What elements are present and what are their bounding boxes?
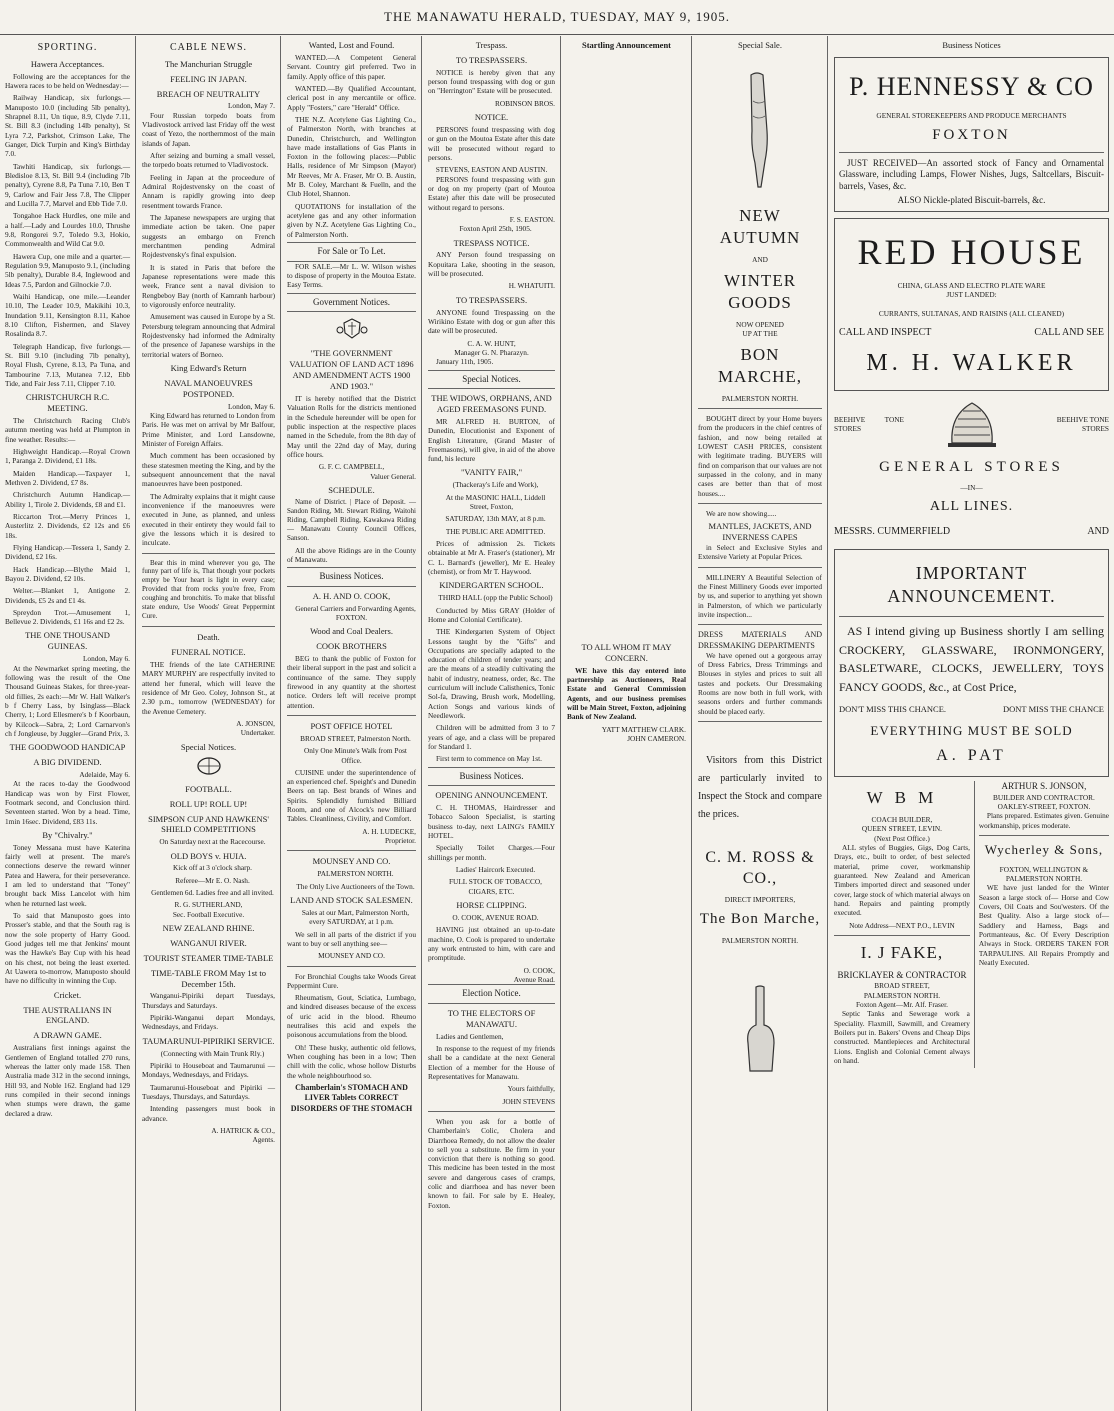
ad-line: CHINA, GLASS AND ELECTRO PLATE WARE bbox=[897, 280, 1046, 290]
subheading: CHRISTCHURCH R.C. MEETING. bbox=[25, 392, 110, 414]
paragraph: CUISINE under the superintendence of an experienced chef. Speight's and Dunedin Beers on tap. Best brands of Wines and Spirits. Splendidly furnished Billiard Room, and one of Alcock's new Billiard Tables. Cleanliness, Civility, and Comfort. bbox=[287, 767, 416, 824]
paragraph: Tawhiti Handicap, six furlongs.—Bledisloe 8.13, St. Bill 9.4 (including 7lb penalty), Cyrene 8.8, Pa Tuna 7.10, Ben T 9, Carlow and Fair Jess 7.8, The Clipper and Lucilla 7.7, Marvel and Ebb Tide 7.0. bbox=[5, 161, 130, 208]
subheading: POST OFFICE HOTEL bbox=[310, 720, 393, 731]
coat-of-arms-icon bbox=[287, 316, 416, 344]
paragraph: AS I intend giving up Business shortly I am selling CROCKERY, GLASSWARE, IRONMONGERY, BASLETWARE, CLOCKS, JEWELLERY, TOYS FANCY GOODS, &c., at Cost Price, bbox=[839, 623, 1104, 694]
divider bbox=[698, 567, 822, 568]
paragraph: At the races to-day the Goodwood Handicap was won by First Flower, Footmark second, and Conclusion third. Seventeen started. Won by a head. Time, 1min 16sec. Dividend, £83 11s. bbox=[5, 779, 130, 826]
ad-builders bbox=[974, 781, 1109, 1068]
signature: H. WHATUITI. bbox=[508, 281, 555, 291]
ad-line: PALMERSTON NORTH. bbox=[721, 935, 799, 945]
paragraph: C. H. THOMAS, Hairdresser and Tobacco Saloon Specialist, is starting business to-day, next LAING's FAMILY HOTEL. bbox=[428, 803, 555, 841]
paragraph: Rheumatism, Gout, Sciatica, Lumbago, and kindred diseases because of the excess of uric acid in the blood. Rheumo neutralises this acid and expels the poisonous accumulations from the blood. bbox=[287, 993, 416, 1040]
paragraph: Wanganui-Pipiriki depart Tuesdays, Thursdays and Saturdays. bbox=[142, 991, 275, 1010]
paragraph: FOR SALE.—Mr L. W. Wilson wishes to dispose of property in the Moutoa Estate. Easy Terms. bbox=[287, 261, 416, 290]
section-heading: Wanted, Lost and Found. bbox=[308, 40, 395, 50]
paragraph: The Only Live Auctioneers of the Town. bbox=[296, 881, 415, 891]
paragraph: Welter.—Blanket 1, Antigone 2. Dividends, £5 2s and £1 4s. bbox=[5, 586, 130, 605]
paragraph: Waihi Handicap, one mile.—Leander 10.10, The Leader 10.9, Makikihi 10.3, Inundation 9.11, Kensington 8.11, Kahoe 8.10 Clifton, Fishermen, and Slavey Rosalinda 8.7. bbox=[5, 291, 130, 339]
ad-line: BRICKLAYER & CONTRACTOR bbox=[837, 969, 967, 980]
ad-line: BROAD STREET, bbox=[874, 981, 930, 991]
section-heading: SPORTING. bbox=[37, 42, 98, 53]
ad-line: AND bbox=[752, 254, 768, 264]
subheading: TO ALL WHOM IT MAY CONCERN. bbox=[581, 641, 672, 663]
paragraph: Specially Toilet Charges.—Four shillings per month. bbox=[428, 843, 555, 862]
divider bbox=[142, 626, 275, 627]
ad-line: FOXTON, WELLINGTON & PALMERSTON NORTH. bbox=[999, 864, 1089, 884]
ad-headline: P. HENNESSY & CO bbox=[849, 71, 1094, 101]
paragraph: JUST RECEIVED—An assorted stock of Fancy and Ornamental Glassware, including Lamps, Flower Nishes, Jugs, Saltcellars, Biscuit-barrels, Vases, &c. bbox=[839, 157, 1104, 191]
paragraph: O. COOK, AVENUE ROAD. bbox=[452, 912, 539, 922]
signature: C. A. W. HUNT, bbox=[467, 338, 516, 348]
signature: STEVENS, EASTON AND AUSTIN. bbox=[435, 165, 548, 175]
paragraph: THIRD HALL (opp the Public School) bbox=[438, 593, 553, 603]
subheading: TOURIST STEAMER TIME-TABLE bbox=[143, 952, 274, 963]
paragraph: Kick off at 3 o'clock sharp. bbox=[173, 863, 252, 873]
paragraph: Hawera Cup, one mile and a quarter.—Regulation 9.9, Manuposto 9.1, (including 5lb penalty), Durable 8.4, Inglewood and Ideas 7.5, Pardon and Gilnockie 7.0. bbox=[5, 251, 130, 289]
paragraph: THE PUBLIC ARE ADMITTED. bbox=[445, 526, 546, 536]
ad-line: PALMERSTON NORTH. bbox=[721, 393, 799, 403]
subheading: TO THE ELECTORS OF MANAWATU. bbox=[447, 1007, 536, 1029]
subheading: FOOTBALL. bbox=[185, 783, 232, 794]
section-heading: Special Sale. bbox=[738, 40, 782, 50]
subheading: WANGANUI RIVER. bbox=[170, 937, 247, 948]
ad-line: DON'T MISS THIS CHANCE. bbox=[839, 704, 947, 715]
ad-clearance bbox=[834, 549, 1109, 777]
signature: ROBINSON BROS. bbox=[494, 98, 555, 108]
paragraph: Tongahoe Hack Hurdles, one mile and a half.—Lady and Lourdes 10.0, Thrushe 9.8, Rongorei 9.7, Toledo 9.3, Hokio, Commonwealth and Wild Cat 9.0. bbox=[5, 211, 130, 249]
paragraph: FULL STOCK OF TOBACCO, CIGARS, ETC. bbox=[449, 877, 542, 896]
subheading: FEELING IN JAPAN. bbox=[170, 73, 247, 84]
ad-line: BEEHIVE TONE STORES bbox=[1056, 415, 1109, 434]
divider bbox=[287, 966, 416, 967]
paragraph: SATURDAY, 13th MAY, at 8 p.m. bbox=[445, 514, 546, 524]
column-business-notices bbox=[829, 36, 1114, 1411]
paragraph: BROAD STREET, Palmerston North. bbox=[300, 733, 411, 743]
section-heading: Election Notice. bbox=[428, 984, 555, 1004]
subheading: "VANITY FAIR," bbox=[460, 467, 523, 478]
paragraph: To said that Manuposto goes into Prosser's stable, and that the South rag is now the sole property of Harry Good. Good judges tell me that Jenkins' mount was the Hawke's Bay Cup with his head on his chest, not being the least exerted. At Uawera to-morrow, Manuposto should have no difficulty in winning the Cup. bbox=[5, 911, 130, 986]
paragraph: Plans prepared. Estimates given. Genuine workmanship, prices moderate. bbox=[978, 811, 1109, 830]
section-heading: Trespass. bbox=[475, 40, 508, 50]
subheading: HORSE CLIPPING. bbox=[456, 900, 527, 911]
beehive-icon bbox=[944, 397, 1000, 451]
paragraph: THE friends of the late CATHERINE MARY MURPHY are respectfully invited to attend her funeral, which will leave the residence of Mr Geo. Coley, Johnson St., at 2.30 p.m., tomorrow (WEDNESDAY) for the Avenue Cemetery. bbox=[142, 659, 275, 716]
paragraph: Amusement was caused in Europe by a St. Petersburg telegram announcing that Admiral Rojdestvensky had informed the Admiralty of the presence of Japanese warships in the territorial waters of Borneo. bbox=[142, 312, 275, 359]
subheading: TAUMARUNUI-PIPIRIKI SERVICE. bbox=[142, 1035, 275, 1046]
subheading: OLD BOYS v. HUIA. bbox=[170, 850, 247, 861]
paragraph: Gentlemen 6d. Ladies free and all invited. bbox=[151, 888, 274, 898]
ad-headline: IMPORTANT ANNOUNCEMENT. bbox=[887, 562, 1056, 606]
paragraph: MR ALFRED H. BURTON, of Dunedin, Elocutionist and Exponent of English Literature, (Grand Master of Freemasons), will give, in aid of the above fund, his lecture bbox=[428, 416, 555, 464]
advert-footer: Chamberlain's STOMACH AND LIVER Tablets CORRECT DISORDERS OF THE STOMACH bbox=[290, 1083, 413, 1113]
ad-line: MANTLES, JACKETS, AND INVERNESS CAPES bbox=[708, 521, 812, 543]
signature: Proprietor. bbox=[384, 836, 416, 846]
ad-row bbox=[834, 781, 1109, 1068]
ad-headline: A. PAT bbox=[936, 746, 1007, 764]
ad-line: OAKLEY-STREET, FOXTON. bbox=[997, 802, 1091, 812]
paragraph: Spreydon Trot.—Amusement 1, Bellevue 2. Dividends, £1 16s and £2 2s. bbox=[5, 607, 130, 627]
subheading: BREACH OF NEUTRALITY bbox=[156, 88, 261, 99]
subheading: FUNERAL NOTICE. bbox=[171, 647, 246, 658]
paragraph: After seizing and burning a small vessel, the torpedo boats returned to Vladivostock. bbox=[142, 151, 275, 170]
ad-row bbox=[834, 526, 1109, 539]
ad-headline: M. H. WALKER bbox=[866, 349, 1077, 376]
signature: YATT MATTHEW CLARK. bbox=[601, 724, 686, 734]
paragraph: BEG to thank the public of Foxton for their liberal support in the past and solicit a continuance of the same. They supply firewood in any quantity at the shortest notice. Orders left will receive prompt attention. bbox=[287, 654, 416, 710]
ad-line: (Next Post Office.) bbox=[874, 833, 930, 843]
ad-line: CALL AND SEE bbox=[1034, 326, 1104, 338]
paragraph: PERSONS found trespassing with gun or dog on my property (part of Moutoa Estate) after this date will be prosecuted without regard to persons. bbox=[428, 174, 555, 212]
paragraph: January 11th, 1905. bbox=[436, 357, 494, 367]
paragraph: Prices of admission 2s. Tickets obtainable at Mr A. Fraser's (stationer), Mr C. L. Barnard's (jeweller), Mr E. Healey (chemist), or from Mr T. Haywood. bbox=[428, 539, 555, 576]
signature: JOHN CAMERON. bbox=[627, 733, 686, 743]
paragraph: Oh! These husky, authentic old fellows, When coughing has been in a low; Then chill with the colic, whose hollow Disturbs the whole neighbourhood so. bbox=[287, 1042, 416, 1080]
paragraph: WE have just landed for the Winter Season a large stock of— Horse and Cow Covers, Oil Coats and Sou'westers. Of the Best Quality. Also a large stock of— Saddlery and Harness, Bags and Portmanteaus, &c. Of Every Description Always in Stock. ORDERS TAKEN FOR TARPAULINS. All Repairs Promptly and Neatly Executed. bbox=[978, 883, 1109, 967]
subheading: THE GOODWOOD HANDICAP bbox=[9, 742, 126, 753]
dateline: London, May 7. bbox=[227, 101, 275, 111]
paragraph: (Connecting with Main Trunk Rly.) bbox=[160, 1048, 265, 1058]
ad-headline: The Bon Marche, bbox=[699, 911, 821, 928]
ad-headline: WINTER GOODS bbox=[723, 271, 797, 312]
subheading: NAVAL MANOEUVRES POSTPONED. bbox=[164, 377, 253, 399]
paragraph: Conducted by Miss GRAY (Holder of Home and Colonial Certificate). bbox=[428, 605, 555, 624]
subheading: TO TRESPASSERS. bbox=[455, 294, 528, 305]
signature: Agents. bbox=[252, 1135, 275, 1145]
paragraph: Much comment has been occasioned by these statesmen meeting the King, and by the subsequent announcement that the naval manoeuvres have been postponed. bbox=[142, 451, 275, 489]
paragraph: Highweight Handicap.—Royal Crown 1, Paranga 2. Dividend, £1 18s. bbox=[5, 446, 130, 466]
subheading: KINDERGARTEN SCHOOL. bbox=[439, 580, 544, 591]
subheading: TIME-TABLE FROM May 1st to December 15th. bbox=[150, 967, 266, 989]
ad-headline: ALL LINES. bbox=[929, 499, 1014, 515]
paragraph: All the above Ridings are in the County of Manawatu. bbox=[287, 545, 416, 564]
paragraph: THE Kindergarten System of Object Lessons taught by the "Gifts" and Occupations are specially adapted to the education of children of tender years; and are the means of a steadily cultivating the habit of industry, neatness, order, &c. The curriculum will include Calisthenics, Tonic Sol-fa, Drawing, Brush work, Modelling, Action Songs and various kinds of Needlework. bbox=[428, 627, 555, 721]
divider bbox=[979, 835, 1109, 836]
ad-line: GENERAL STOREKEEPERS AND PRODUCE MERCHANTS bbox=[876, 111, 1067, 121]
section-heading: CABLE NEWS. bbox=[169, 42, 248, 53]
ad-row bbox=[839, 704, 1104, 715]
paragraph: Riccarton Trot.—Merry Princes 1, Austerlitz 2. Dividends, £2 12s and £6 18s. bbox=[5, 511, 130, 540]
paragraph: King Edward has returned to London from Paris. He was met on arrival by Mr Balfour, Prime Minister, and Lord Lansdowne, Minister of Foreign Affairs. bbox=[142, 410, 275, 448]
ad-headline: Wycherley & Sons, bbox=[984, 842, 1104, 858]
signature: A. HATRICK & CO., bbox=[211, 1125, 275, 1135]
paragraph: WANTED.—A Competent General Servant. Country girl preferred. Two in family. Apply office of this paper. bbox=[287, 52, 416, 81]
subheading: A BIG DIVIDEND. bbox=[33, 757, 102, 768]
subheading: Cricket. bbox=[53, 989, 82, 1000]
section-heading: Startling Announcement bbox=[581, 40, 672, 50]
masthead: THE MANAWATU HERALD, TUESDAY, MAY 9, 1905. bbox=[0, 0, 1114, 35]
subheading: Hawera Acceptances. bbox=[30, 58, 105, 69]
signature: Manager G. N. Pharazyn. bbox=[454, 347, 529, 357]
subheading: THE AUSTRALIANS IN ENGLAND. bbox=[23, 1004, 112, 1026]
paragraph: IT is hereby notified that the District Valuation Rolls for the districts mentioned in the Schedule hereunder will be open for public inspection at the respective places named in the Schedule, from the 8th day of May until the 22nd day of May, during office hours. bbox=[287, 393, 416, 459]
paragraph: Telegraph Handicap, five furlongs.—St. Bill 9.10 (including 7lb penalty), Royal Flush, Cyrene, 8.13, Pa Tuna, and Tambourine 7.13, Mutanea 7.12, Ebb Tide, and Fair Jess 7.11, Clipper 7.10. bbox=[5, 341, 130, 388]
ad-headline: NEW AUTUMN bbox=[719, 206, 801, 247]
ad-headline: FOXTON bbox=[932, 127, 1011, 144]
paragraph: Sales at our Mart, Palmerston North, every SATURDAY, at 1 p.m. bbox=[301, 907, 410, 927]
subheading: King Edward's Return bbox=[170, 362, 247, 373]
subheading: MOUNSEY AND CO. bbox=[312, 856, 391, 867]
paragraph: The Christchurch Racing Club's autumn meeting was held at Plumpton in fine weather. Results:— bbox=[5, 415, 130, 444]
ad-line: Note Address—NEXT P.O., LEVIN bbox=[849, 920, 955, 930]
paragraph: HAVING just obtained an up-to-date machine, O. Cook is prepared to undertake any work entrusted to him, with care and promptitude. bbox=[428, 925, 555, 963]
paragraph: Maiden Handicap.—Taxpayer 1, Methven 2. Dividend, £7 8s. bbox=[5, 468, 130, 487]
signature: O. COOK, bbox=[523, 965, 555, 975]
subheading: SCHEDULE. bbox=[328, 484, 375, 495]
ad-headline: W B M bbox=[866, 788, 938, 808]
paragraph: Visitors from this District are particularly invited to Inspect the Stock and compare the prices. bbox=[698, 755, 822, 821]
paragraph: Hack Handicap.—Blythe Maid 1, Bayou 2. Dividend, £2 10s. bbox=[5, 564, 130, 583]
paragraph: Christchurch Autumn Handicap.—Ability 1, Tirole 2. Dividends, £8 and £1. bbox=[5, 490, 130, 509]
paragraph: in Select and Exclusive Styles and Extensive Variety at Popular Prices. bbox=[698, 543, 822, 562]
subheading: Special Notices. bbox=[180, 741, 237, 752]
paragraph: (Thackeray's Life and Work), bbox=[452, 480, 539, 490]
subheading: Wood and Coal Dealers. bbox=[310, 626, 393, 637]
paragraph: In response to the request of my friends shall be a candidate at the next General Election of a member for the House of Representatives for Manawatu. bbox=[428, 1043, 555, 1081]
schedule-table: Name of District. | Place of Deposit. — Sandon Riding, Mt. Stewart Riding, Waitohi Riding, Campbell Riding, Kawakawa Riding — Manawatu County Council Offices, Sanson. bbox=[287, 497, 416, 542]
paragraph: Taumarunui-Houseboat and Pipiriki — Tuesdays, Thursdays, and Saturdays. bbox=[142, 1082, 275, 1101]
paragraph: PERSONS found trespassing with dog or gun on the Moutoa Estate after this date will be prosecuted without regard to persons. bbox=[428, 124, 555, 162]
paragraph: NOTICE is hereby given that any person found trespassing with dog or gun on "Herrington" Estate will be prosecuted. bbox=[428, 67, 555, 96]
paragraph: On Saturday next at the Racecourse. bbox=[159, 837, 266, 847]
paragraph: Yours faithfully, bbox=[507, 1084, 555, 1094]
subheading: A DRAWN GAME. bbox=[33, 1030, 102, 1041]
paragraph: Intending passengers must book in advance. bbox=[142, 1104, 275, 1123]
ad-line: CURRANTS, SULTANAS, AND RAISINS (ALL CLEANED) bbox=[878, 309, 1065, 319]
paragraph: Australians first innings against the Gentlemen of England totalled 270 runs, whereas the latter only made 158. Then Australia made 312 in the second innings, Hill 93, and Noble 162. England had 129 runs compiled in their second innings when stumps were drawn, the game declared a draw. bbox=[5, 1043, 130, 1118]
ad-line: QUEEN STREET, LEVIN. bbox=[861, 824, 943, 834]
paragraph: Children will be admitted from 3 to 7 years of age, and a class will be prepared for Standard 1. bbox=[428, 723, 555, 752]
subheading: THE ONE THOUSAND GUINEAS. bbox=[25, 630, 110, 652]
subheading: SIMPSON CUP AND HAWKENS' SHIELD COMPETITIONS bbox=[148, 813, 269, 835]
ad-red-house bbox=[834, 218, 1109, 392]
paragraph: We are now showing..... bbox=[706, 508, 777, 518]
paragraph: WE have this day entered into partnership as Auctioneers, Real Estate and General Commission Agents, and our business premises will be Main Street, Foxton, adjoining Bank of New Zealand. bbox=[567, 665, 686, 722]
section-heading: Business Notices bbox=[942, 40, 1001, 50]
subheading: LAND AND STOCK SALESMEN. bbox=[290, 894, 413, 905]
dateline: Adelaide, May 6. bbox=[79, 769, 130, 779]
ad-headline: I. J FAKE, bbox=[860, 942, 944, 962]
divider bbox=[839, 152, 1104, 153]
paragraph: It is stated in Paris that before the Japanese representations were made this week, France sent a naval division to Rengbeboy Bay (north of Kamranh harbour) to vigorously enforce neutrality. bbox=[142, 262, 275, 309]
ad-beehive bbox=[834, 397, 1109, 451]
subheading: TRESPASS NOTICE. bbox=[453, 237, 530, 248]
paragraph: Ladies and Gentlemen, bbox=[436, 1031, 504, 1041]
ad-line: UP AT THE bbox=[742, 328, 778, 338]
divider bbox=[287, 850, 416, 851]
paragraph: MILLINERY A Beautiful Selection of the Finest Millinery Goods ever imported by us, and superior to anything yet shown in Palmerston, of which we particularly invite inspection... bbox=[698, 572, 822, 620]
paragraph: Referee—Mr E. O. Nash. bbox=[175, 875, 250, 885]
subheading: COOK BROTHERS bbox=[316, 641, 387, 652]
ad-line: COACH BUILDER, bbox=[871, 815, 933, 824]
subheading: NOTICE. bbox=[474, 112, 509, 123]
paragraph: At the MASONIC HALL, Liddell Street, Foxton, bbox=[445, 492, 546, 512]
column-trespass bbox=[423, 36, 561, 1411]
subheading: THE WIDOWS, ORPHANS, AND AGED FREEMASONS FUND. bbox=[431, 393, 552, 414]
signature: JOHN STEVENS bbox=[502, 1096, 555, 1106]
dateline: London, May 6. bbox=[82, 654, 130, 664]
divider bbox=[142, 553, 275, 554]
subheading: By "Chivalry." bbox=[42, 829, 93, 840]
paragraph: We have opened out a gorgeous array of Dress Fabrics, Dress Trimmings and Blouses in styles and prices to suit all tastes and pockets. Our Dressmaking Rooms are now both in full work, with seasons orders and further commands should be placed early. bbox=[698, 650, 822, 716]
ad-headline: EVERYTHING MUST BE SOLD bbox=[870, 723, 1073, 739]
ad-line: ARTHUR S. JONSON, bbox=[1001, 781, 1087, 792]
section-heading: Special Notices. bbox=[428, 370, 555, 390]
paragraph: ANY Person found trespassing on Kopuitara Lake, shooting in the season, will be prosecuted. bbox=[428, 250, 555, 279]
ad-line: DIRECT IMPORTERS, bbox=[724, 895, 796, 905]
paragraph: Feeling in Japan at the proceedure of Admiral Rojdestvensky on the coast of Annam is rapidly growing into deep resentment towards France. bbox=[142, 172, 275, 210]
section-heading: Government Notices. bbox=[287, 293, 416, 313]
signature: Valuer General. bbox=[370, 471, 416, 481]
signature: Sec. Football Executive. bbox=[172, 909, 245, 919]
divider bbox=[698, 721, 822, 722]
paragraph: The Japanese newspapers are urging that immediate action be taken. One paper suggests an embargo on French merchantmen pending Admiral Rojdestvensky's final expulsion. bbox=[142, 213, 275, 260]
divider bbox=[287, 715, 416, 716]
paragraph: Pipiriki to Houseboat and Taumarunui — Mondays, Wednesdays, and Fridays. bbox=[142, 1060, 275, 1080]
divider bbox=[839, 616, 1104, 617]
ad-line: JUST LANDED: bbox=[946, 290, 997, 300]
paragraph: PALMERSTON NORTH. bbox=[317, 869, 394, 879]
ad-line: CALL AND INSPECT bbox=[839, 326, 932, 338]
paragraph: Ladies' Haircork Executed. bbox=[455, 865, 536, 875]
paragraph: Pipiriki-Wanganui depart Mondays, Wednesdays, and Fridays. bbox=[142, 1013, 275, 1032]
advert-verse: Bear this in mind wherever you go, The funny part of life is, That though your pockets empty be Your heart is light in every case; Provided that from rocks you're free, From coughing and bronchitis. To make that blissful state endure, Use Woods' Great Peppermint Cure. bbox=[142, 558, 275, 621]
subheading: NEW ZEALAND RHINE. bbox=[162, 923, 255, 934]
column-startling-announcement bbox=[562, 36, 692, 1411]
paragraph: Foxton April 25th, 1905. bbox=[459, 224, 532, 234]
paragraph: At the Newmarket spring meeting, the following was the result of the One Thousand Guineas Stakes, for three-year-old fillies, 2s each:—Mr W. Hall Walker's b f Cherry Lass, by Isinglass—Black Cherry, 1; Lord Ellesmere's b f Koorbaun, by Kilcock—Sabra, 2; Lord Carnarvon's ch f Jongleuse, by Juggler—Grand Prix, 3. bbox=[5, 663, 130, 738]
signature: G. F. C. CAMPBELL, bbox=[318, 462, 385, 472]
blank-space bbox=[567, 53, 686, 638]
subheading: A. H. AND O. COOK, bbox=[312, 590, 391, 601]
ad-line: Foxton Agent—Mr. Alf. Fraser. bbox=[855, 999, 948, 1009]
ad-row bbox=[839, 327, 1104, 340]
subheading: The Manchurian Struggle bbox=[164, 58, 253, 69]
dateline: London, May 6. bbox=[227, 401, 275, 411]
ad-line: PALMERSTON NORTH. bbox=[863, 990, 941, 1000]
ad-line: —IN— bbox=[960, 482, 983, 492]
ad-line: DONT MISS THE CHANCE bbox=[1003, 704, 1104, 715]
paragraph: Railway Handicap, six furlongs.—Manuposto 10.0 (including 5lb penalty), Shrapnel 8.11, Un tique, 8.9, Clyde 7.11, St. Bill 8.3 (including 14lb penalty), St Lyra 7.2, Parkshot, Crimson Lake, The Ganger, Dick Turpin and King's Birthday 7.0. bbox=[5, 93, 130, 159]
divider bbox=[834, 935, 970, 936]
paragraph: For Bronchial Coughs take Woods Great Peppermint Cure. bbox=[287, 971, 416, 990]
paragraph: Septic Tanks and Sewerage work a Speciality. Flaxmill, Sawmill, and Creamery Boilers put in. Bakers' Ovens and Cheap Dips constructed. Mantlepieces and Architectural Lions. English and Colonial Cement always on hand. bbox=[834, 1009, 970, 1065]
signature: A. H. LUDECKE, bbox=[362, 826, 416, 836]
signature: MOUNSEY AND CO. bbox=[318, 951, 385, 961]
signature: Undertaker. bbox=[240, 728, 275, 738]
subheading: "THE GOVERNMENT VALUATION OF LAND ACT 1896 AND AMENDMENT ACTS 1900 AND 1903." bbox=[289, 348, 414, 392]
paragraph: Following are the acceptances for the Hawera races to be held on Wednesday:— bbox=[5, 71, 130, 90]
paragraph: Flying Handicap.—Tessera 1, Sandy 2. Dividend, £2 16s. bbox=[5, 542, 130, 562]
section-heading: Business Notices. bbox=[287, 567, 416, 587]
subheading: TO TRESPASSERS. bbox=[455, 54, 528, 65]
paragraph: ANYONE found Trespassing on the Wirikino Estate with dog or gun after this date will be prosecuted. bbox=[428, 307, 555, 336]
divider bbox=[698, 503, 822, 504]
column-special-sale bbox=[693, 36, 828, 1411]
ad-coachbuilder bbox=[834, 781, 970, 1068]
paragraph: WANTED.—By Qualified Accountant, clerical post in any mercantile or office. Apply "Fosters," care "Herald" Office. bbox=[287, 83, 416, 112]
paragraph: Only One Minute's Walk from Post Office. bbox=[304, 746, 407, 765]
ad-line: NOW OPENED bbox=[736, 319, 784, 329]
signature: R. G. SUTHERLAND, bbox=[174, 900, 243, 910]
paragraph: QUOTATIONS for installation of the acetylene gas and any other information given by N.Z. Acetylene Gas Lighting Co., of Palmerston North. bbox=[287, 201, 416, 239]
paragraph: Four Russian torpedo boats from Vladivostock arrived last Friday off the west coast of Yezo, the northernmost of the main islands of Japan. bbox=[142, 110, 275, 148]
ad-line: AND bbox=[1087, 526, 1109, 538]
pointing-hand-icon bbox=[698, 71, 822, 193]
section-heading: For Sale or To Let. bbox=[287, 242, 416, 262]
ad-line: BUILDER AND CONTRACTOR. bbox=[993, 792, 1095, 802]
ad-headline: GENERAL STORES bbox=[879, 458, 1064, 475]
paragraph: The Admiralty explains that it might cause inconvenience if the manoeuvres were executed in June, as planned, and unless executed in their entirety they would fail to give the lessons which it is desired to inculcate. bbox=[142, 491, 275, 548]
paragraph: We sell in all parts of the district if you want to buy or sell anything see— bbox=[287, 929, 416, 948]
signature: F. S. EASTON. bbox=[509, 214, 555, 224]
paragraph: General Carriers and Forwarding Agents, FOXTON. bbox=[295, 603, 416, 622]
ad-line: MESSRS. CUMMERFIELD bbox=[834, 526, 951, 538]
ad-headline: RED HOUSE bbox=[857, 231, 1086, 272]
column-cable-news bbox=[137, 36, 281, 1411]
divider bbox=[698, 408, 822, 409]
subheading: Death. bbox=[197, 632, 220, 643]
divider bbox=[428, 1111, 555, 1112]
ad-hennessy bbox=[834, 57, 1109, 212]
paragraph: ALL styles of Buggies, Gigs, Dog Carts, Drays, etc., built to order, of best selected material, prime cover, workmanship guaranteed. New Zealand and American Timbers imported direct and seasoned under cover, large stock of which material always on hand. Repairs and painting promptly executed. bbox=[834, 842, 970, 918]
ad-line: ALSO Nickle-plated Biscuit-barrels, &c. bbox=[897, 195, 1046, 206]
ad-headline: C. M. ROSS & CO., bbox=[705, 849, 815, 887]
divider bbox=[698, 624, 822, 625]
pointing-up-hand-icon bbox=[698, 985, 822, 1077]
column-wanted-notices bbox=[282, 36, 422, 1411]
ad-line: BEEHIVE TONE STORES bbox=[834, 415, 904, 434]
ad-headline: BON MARCHE, bbox=[718, 345, 802, 386]
paragraph: Toney Messana must have Katerina fairly well at present. The mare's connections deserve the reward winner Patea and Hawera, for their perseverance. I am led to understand that "Toney" brought back Miss Lancelot with him when he returned last week. bbox=[5, 842, 130, 908]
paragraph: When you ask for a bottle of Chamberlain's Colic, Cholera and Diarrhoea Remedy, do not allow the dealer to sell you a substitute. Be firm in your conviction that there is nothing so good. This medicine has been tested in the most severe and dangerous cases of cramps, colic and diarrhoea and has never been known to fail. For sale by E. Healey, Foxton. bbox=[428, 1116, 555, 1210]
subheading: ROLL UP! ROLL UP! bbox=[169, 798, 248, 809]
section-heading: Business Notices. bbox=[428, 767, 555, 787]
signature: Avenue Road. bbox=[513, 974, 555, 984]
paragraph: BOUGHT direct by your Home buyers from the producers in the chief centres of fashion, and now being retailed at LOWEST CASH PRICES, consistent with legitimate trading. BUYERS will find on comparison that our values are not surpassed in the colony, and in many cases are better than that of most houses.... bbox=[698, 414, 822, 498]
ad-line: DRESS MATERIALS AND DRESSMAKING DEPARTMENTS bbox=[698, 630, 822, 650]
football-icon bbox=[142, 755, 275, 779]
column-sporting bbox=[0, 36, 136, 1411]
subheading: OPENING ANNOUNCEMENT. bbox=[435, 790, 548, 801]
signature: A. JONSON, bbox=[236, 718, 275, 728]
paragraph: THE N.Z. Acetylene Gas Lighting Co., of Palmerston North, with branches at Dunedin, Christchurch, and Wellington have made installations of Gas Plants in Foxton in the following places:—Public Halls, residence of Mr Simpson (Mayor) Mr Reeves, Mr A. Fraser, Mr O. B. Austin, Mr B. Coley, Marchant & Fuelln, and the Club Hotel, Shannon. bbox=[287, 114, 416, 199]
paragraph: First term to commence on May 1st. bbox=[436, 754, 542, 764]
